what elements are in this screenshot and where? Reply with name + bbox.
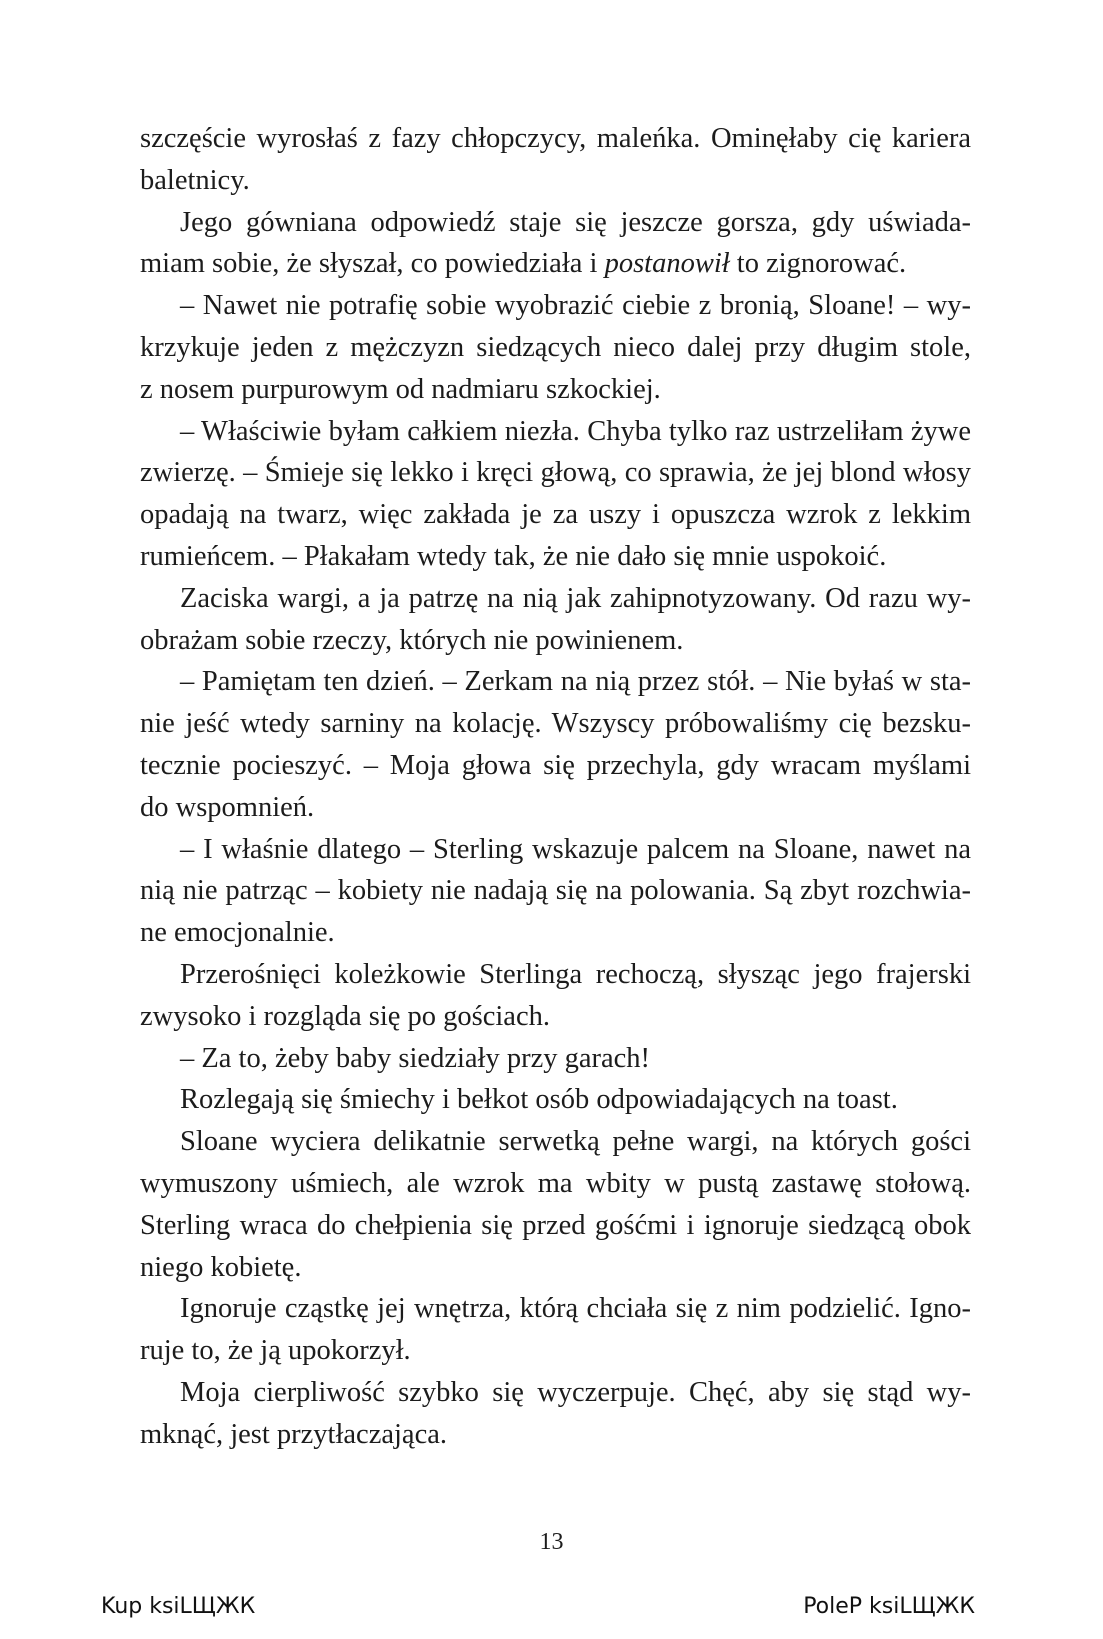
text-line: opadają na twarz, więc zakłada je za uszy i opuszcza wzrok z lekkim: [140, 499, 971, 531]
text-line: zwysoko i rozgląda się po gościach.: [140, 1000, 550, 1032]
paragraph: [140, 954, 971, 1038]
emphasis: postanowił: [604, 248, 730, 280]
recommend-book-link[interactable]: PoleP ksiLЩЖК: [803, 1594, 975, 1619]
text-line: ne emocjonalnie.: [140, 917, 335, 949]
text-line: wymuszony uśmiech, ale wzrok ma wbity w pustą zastawę stołową.: [140, 1167, 971, 1199]
text-line: tecznie pocieszyć. – Moja głowa się przechyla, gdy wracam myślami: [140, 749, 971, 781]
paragraph: [140, 578, 971, 662]
text-line: Jego gówniana odpowiedź staje się jeszcze gorsza, gdy uświada-: [180, 206, 971, 238]
text-line: – Pamiętam ten dzień. – Zerkam na nią przez stół. – Nie byłaś w sta-: [180, 666, 971, 698]
text-line: Zaciska wargi, a ja patrzę na nią jak zahipnotyzowany. Od razu wy-: [180, 582, 971, 614]
paragraph: [140, 1079, 971, 1121]
text-line: nią nie patrząc – kobiety nie nadają się na polowania. Są zbyt rozchwia-: [140, 875, 971, 907]
paragraph: [140, 829, 971, 954]
text-line: do wspomnień.: [140, 791, 315, 823]
text-line: ruje to, że ją upokorzył.: [140, 1335, 411, 1367]
buy-book-link[interactable]: Kup ksiLЩЖК: [101, 1594, 256, 1619]
paragraph: [140, 1288, 971, 1372]
text-line: nie jeść wtedy sarniny na kolację. Wszyscy próbowaliśmy cię bezsku-: [140, 708, 971, 740]
text-line: Sterling wraca do chełpienia się przed gośćmi i ignoruje siedzącą obok: [140, 1209, 971, 1241]
text-line: niego kobietę.: [140, 1251, 302, 1283]
text-line: – I właśnie dlatego – Sterling wskazuje palcem na Sloane, nawet na: [180, 833, 971, 865]
paragraph: [140, 1372, 971, 1456]
paragraph: [140, 118, 971, 202]
text-line: Sloane wyciera delikatnie serwetką pełne wargi, na których gości: [180, 1126, 971, 1158]
text-line: z nosem purpurowym od nadmiaru szkockiej.: [140, 373, 661, 405]
paragraph: [140, 411, 971, 578]
text-line: krzykuje jeden z mężczyzn siedzących nieco dalej przy długim stole,: [140, 331, 971, 363]
text-line: – Właściwie byłam całkiem niezła. Chyba tylko raz ustrzeliłam żywe: [180, 415, 971, 447]
text-line: obrażam sobie rzeczy, których nie powinienem.: [140, 624, 684, 656]
paragraph: [140, 202, 971, 286]
text-line: Przerośnięci koleżkowie Sterlinga rechoczą, słysząc jego frajerski: [180, 958, 971, 990]
text-line: Ignoruje cząstkę jej wnętrza, którą chciała się z nim podzielić. Igno-: [180, 1293, 971, 1325]
text-line: baletnicy.: [140, 164, 250, 196]
paragraph: [140, 1121, 971, 1288]
page-body: [140, 118, 971, 1456]
text-line: Rozlegają się śmiechy i bełkot osób odpowiadających na toast.: [180, 1084, 898, 1116]
text-line: mknąć, jest przytłaczająca.: [140, 1418, 447, 1450]
text-line: rumieńcem. – Płakałam wtedy tak, że nie dało się mnie uspokoić.: [140, 540, 887, 572]
text-line: Moja cierpliwość szybko się wyczerpuje. Chęć, aby się stąd wy-: [180, 1376, 971, 1408]
text-line: – Za to, żeby baby siedziały przy garach!: [180, 1042, 651, 1074]
text-line: – Nawet nie potrafię sobie wyobrazić ciebie z bronią, Sloane! – wy-: [180, 290, 971, 322]
paragraph: [140, 661, 971, 828]
paragraph: [140, 285, 971, 410]
text-line: szczęście wyrosłaś z fazy chłopczycy, maleńka. Ominęłaby cię kariera: [140, 123, 971, 154]
paragraph: [140, 1038, 971, 1080]
text-line: zwierzę. – Śmieje się lekko i kręci głową, co sprawia, że jej blond włosy: [140, 457, 971, 489]
page-number: 13: [539, 1529, 564, 1555]
text-line: miam sobie, że słyszał, co powiedziała i postanowił to zignorować.: [140, 248, 907, 280]
